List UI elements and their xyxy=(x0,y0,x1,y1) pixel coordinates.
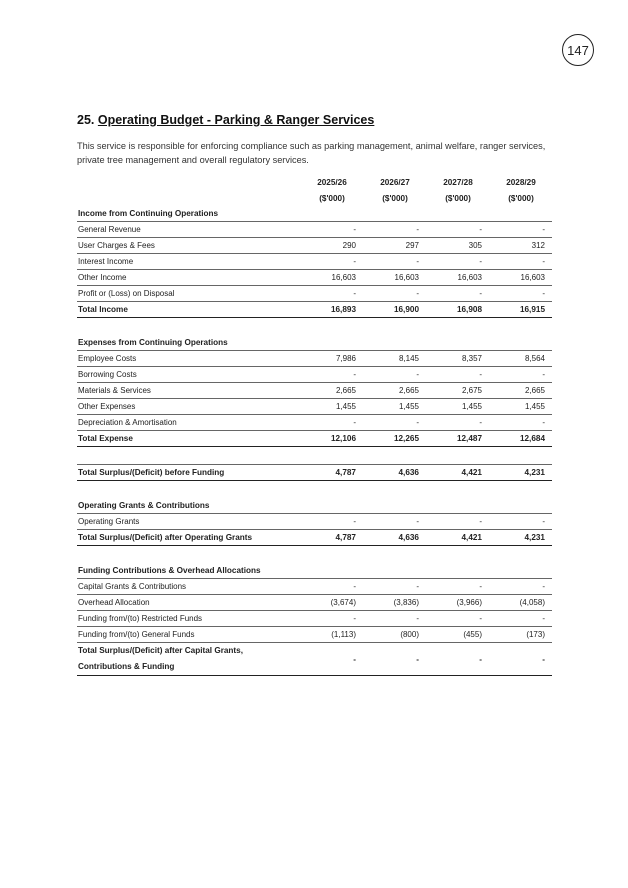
table-row xyxy=(77,399,552,415)
column-year: 2028/29 xyxy=(506,177,536,187)
page-number: 147 xyxy=(562,34,594,66)
expenses-heading-row xyxy=(77,335,552,351)
cell-value: - xyxy=(489,254,552,270)
cell-value: 16,908 xyxy=(426,302,489,318)
cell-value: 12,265 xyxy=(363,431,426,447)
cell-value: - xyxy=(426,415,489,431)
cell-value: - xyxy=(363,611,426,627)
cell-value: (3,674) xyxy=(300,595,363,611)
row-label xyxy=(77,643,300,676)
cell-value: 8,357 xyxy=(426,351,489,367)
funding-heading: Funding Contributions & Overhead Allocations xyxy=(78,566,261,575)
cell-value: 4,231 xyxy=(489,530,552,546)
cell-value: 4,636 xyxy=(363,530,426,546)
cell-value: - xyxy=(300,254,363,270)
row-label: Total Income xyxy=(77,302,300,318)
cell-value: 1,455 xyxy=(300,399,363,415)
cell-value: - xyxy=(489,367,552,383)
cell-value: 12,487 xyxy=(426,431,489,447)
row-label: Profit or (Loss) on Disposal xyxy=(77,286,300,302)
row-label: Total Expense xyxy=(77,431,300,447)
row-label: Funding from/(to) General Funds xyxy=(77,627,300,643)
table-row xyxy=(77,579,552,595)
cell-value: 8,145 xyxy=(363,351,426,367)
table-row xyxy=(77,286,552,302)
cell-value: 290 xyxy=(300,238,363,254)
cell-value: 16,603 xyxy=(300,270,363,286)
cell-value: - xyxy=(489,415,552,431)
row-label-line: Total Surplus/(Deficit) after Capital Grants, xyxy=(78,646,243,655)
cell-value: - xyxy=(426,611,489,627)
cell-value: 4,421 xyxy=(426,530,489,546)
cell-value: 1,455 xyxy=(426,399,489,415)
cell-value: 16,893 xyxy=(300,302,363,318)
total-expense-row xyxy=(77,431,552,447)
cell-value: 8,564 xyxy=(489,351,552,367)
table-row xyxy=(77,270,552,286)
cell-value: 1,455 xyxy=(489,399,552,415)
surplus-after-grants-row xyxy=(77,530,552,546)
cell-value: - xyxy=(426,254,489,270)
column-unit: ($'000) xyxy=(382,193,408,203)
cell-value: (173) xyxy=(489,627,552,643)
grants-heading-row xyxy=(77,498,552,514)
cell-value: - xyxy=(300,367,363,383)
cell-value: - xyxy=(489,514,552,530)
row-label: Employee Costs xyxy=(77,351,300,367)
cell-value: (800) xyxy=(363,627,426,643)
cell-value: - xyxy=(363,286,426,302)
cell-value: - xyxy=(300,286,363,302)
section-number: 25. xyxy=(77,113,95,127)
cell-value: 4,787 xyxy=(300,465,363,481)
cell-value: - xyxy=(300,611,363,627)
section-title: Operating Budget - Parking & Ranger Services xyxy=(97,113,375,127)
row-label: Interest Income xyxy=(77,254,300,270)
cell-value: - xyxy=(489,222,552,238)
table-row xyxy=(77,611,552,627)
cell-value: 4,231 xyxy=(489,465,552,481)
cell-value: 2,665 xyxy=(300,383,363,399)
cell-value: 16,603 xyxy=(426,270,489,286)
cell-value: 2,665 xyxy=(489,383,552,399)
cell-value: - xyxy=(363,415,426,431)
table-row xyxy=(77,514,552,530)
row-label: Depreciation & Amortisation xyxy=(77,415,300,431)
row-label: Total Surplus/(Deficit) after Operating Grants xyxy=(77,530,300,546)
cell-value: - xyxy=(363,367,426,383)
cell-value: - xyxy=(426,286,489,302)
table-row xyxy=(77,254,552,270)
cell-value: 4,636 xyxy=(363,465,426,481)
surplus-after-capital-grants-row xyxy=(77,643,552,676)
cell-value: 305 xyxy=(426,238,489,254)
table-row xyxy=(77,222,552,238)
income-heading: Income from Continuing Operations xyxy=(78,209,219,218)
row-label: General Revenue xyxy=(77,222,300,238)
cell-value: - xyxy=(489,611,552,627)
row-label: Other Expenses xyxy=(77,399,300,415)
total-income-row xyxy=(77,302,552,318)
cell-value: - xyxy=(489,643,552,676)
cell-value: 12,684 xyxy=(489,431,552,447)
cell-value: - xyxy=(300,222,363,238)
cell-value: (4,058) xyxy=(489,595,552,611)
cell-value: (455) xyxy=(426,627,489,643)
grants-heading: Operating Grants & Contributions xyxy=(78,501,210,510)
cell-value: - xyxy=(363,254,426,270)
row-label: Borrowing Costs xyxy=(77,367,300,383)
cell-value: - xyxy=(426,222,489,238)
column-year-row xyxy=(77,174,552,190)
row-label: Materials & Services xyxy=(77,383,300,399)
cell-value: 16,900 xyxy=(363,302,426,318)
section-heading xyxy=(77,113,374,127)
cell-value: - xyxy=(363,514,426,530)
row-label: Funding from/(to) Restricted Funds xyxy=(77,611,300,627)
column-year: 2025/26 xyxy=(317,177,347,187)
cell-value: (3,836) xyxy=(363,595,426,611)
table-row xyxy=(77,351,552,367)
cell-value: - xyxy=(426,367,489,383)
cell-value: - xyxy=(489,579,552,595)
cell-value: - xyxy=(300,514,363,530)
cell-value: 7,986 xyxy=(300,351,363,367)
table-row xyxy=(77,415,552,431)
row-label: Total Surplus/(Deficit) before Funding xyxy=(77,465,300,481)
row-label: User Charges & Fees xyxy=(77,238,300,254)
cell-value: - xyxy=(363,222,426,238)
column-unit: ($'000) xyxy=(508,193,534,203)
cell-value: 16,915 xyxy=(489,302,552,318)
cell-value: 4,421 xyxy=(426,465,489,481)
funding-heading-row xyxy=(77,563,552,579)
cell-value: 4,787 xyxy=(300,530,363,546)
intro-paragraph: This service is responsible for enforcing compliance such as parking management, animal welfare, ranger services, private tree management and overall regulatory services. xyxy=(77,141,546,165)
cell-value: (3,966) xyxy=(426,595,489,611)
table-row xyxy=(77,383,552,399)
cell-value: - xyxy=(300,579,363,595)
cell-value: - xyxy=(300,415,363,431)
cell-value: 297 xyxy=(363,238,426,254)
expenses-heading: Expenses from Continuing Operations xyxy=(78,338,228,347)
column-unit: ($'000) xyxy=(319,193,345,203)
cell-value: (1,113) xyxy=(300,627,363,643)
row-label: Overhead Allocation xyxy=(77,595,300,611)
row-label: Capital Grants & Contributions xyxy=(77,579,300,595)
column-unit-row xyxy=(77,190,552,206)
cell-value: - xyxy=(426,643,489,676)
row-label-line: Contributions & Funding xyxy=(78,662,175,671)
row-label: Other Income xyxy=(77,270,300,286)
cell-value: 2,665 xyxy=(363,383,426,399)
surplus-before-funding-row xyxy=(77,465,552,481)
cell-value: 16,603 xyxy=(489,270,552,286)
table-row xyxy=(77,367,552,383)
cell-value: 16,603 xyxy=(363,270,426,286)
table-row xyxy=(77,238,552,254)
column-unit: ($'000) xyxy=(445,193,471,203)
cell-value: - xyxy=(363,643,426,676)
cell-value: 2,675 xyxy=(426,383,489,399)
cell-value: - xyxy=(363,579,426,595)
cell-value: - xyxy=(426,579,489,595)
row-label: Operating Grants xyxy=(77,514,300,530)
budget-table xyxy=(77,174,552,676)
column-year: 2027/28 xyxy=(443,177,473,187)
cell-value: 312 xyxy=(489,238,552,254)
table-row xyxy=(77,627,552,643)
cell-value: 12,106 xyxy=(300,431,363,447)
cell-value: - xyxy=(300,643,363,676)
column-year: 2026/27 xyxy=(380,177,410,187)
cell-value: - xyxy=(426,514,489,530)
cell-value: 1,455 xyxy=(363,399,426,415)
income-heading-row xyxy=(77,206,552,222)
table-row xyxy=(77,595,552,611)
cell-value: - xyxy=(489,286,552,302)
